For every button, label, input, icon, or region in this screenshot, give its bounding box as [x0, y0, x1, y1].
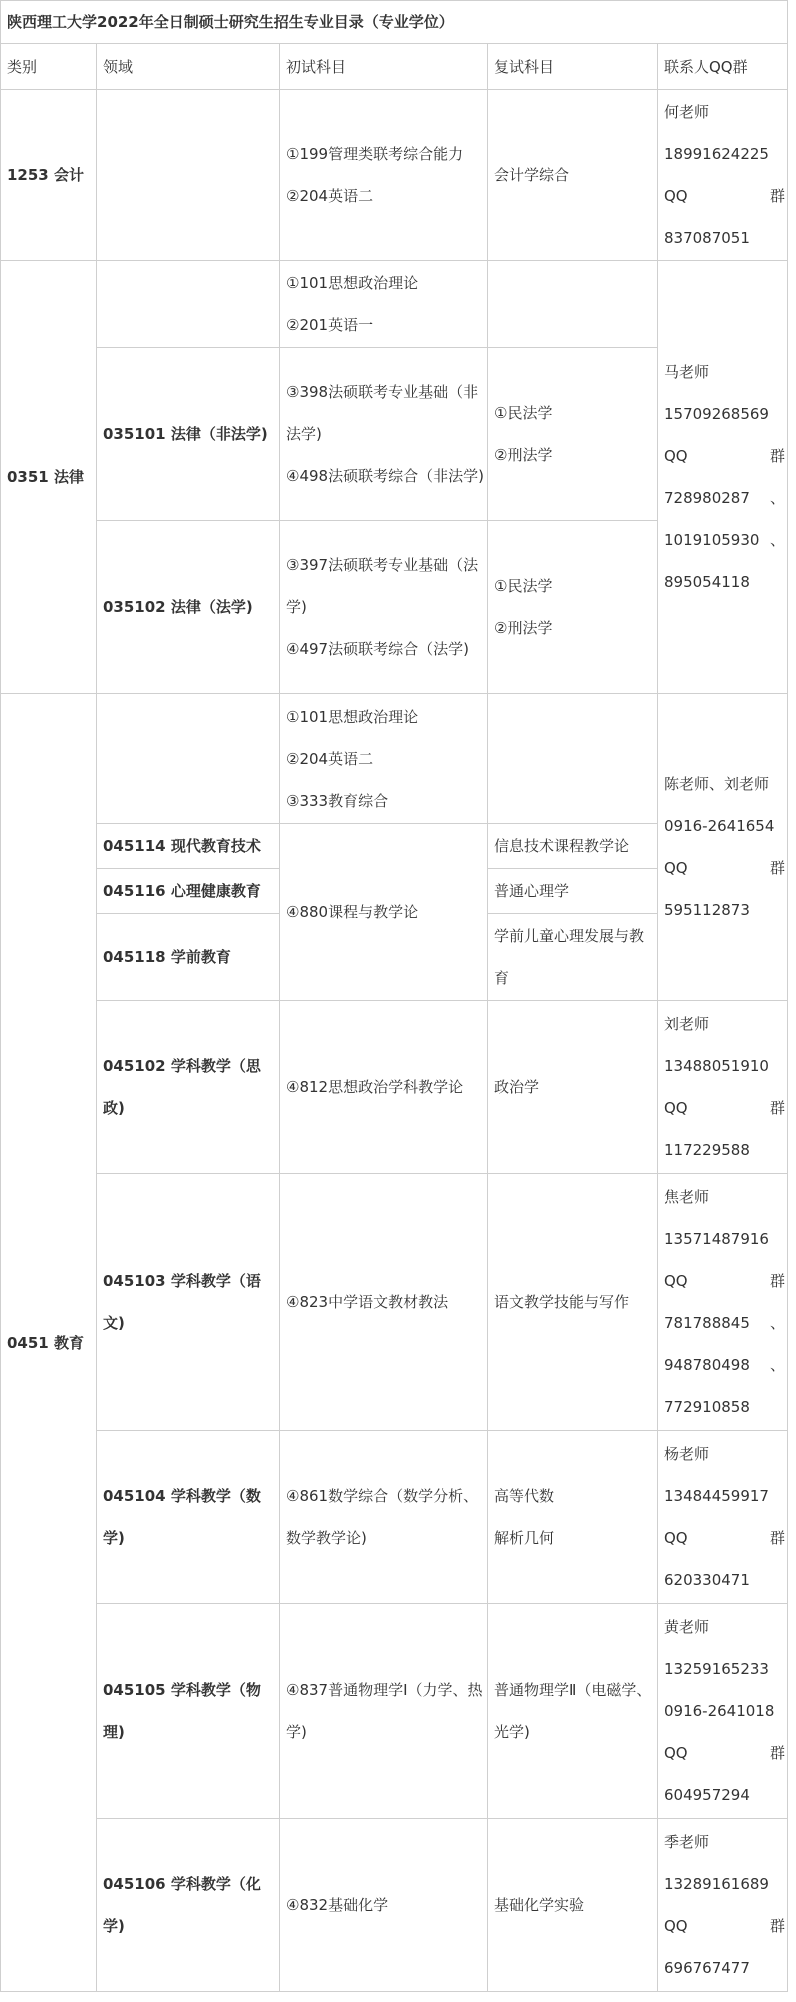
retest-cell-empty	[488, 694, 658, 824]
prelim-cell: ④832基础化学	[280, 1819, 488, 1992]
title-row	[1, 1, 788, 44]
prelim-cell: ③398法硕联考专业基础（非法学) ④498法硕联考综合（非法学)	[280, 348, 488, 521]
table-row-subject	[1, 1174, 788, 1431]
table-row-subject	[1, 1001, 788, 1174]
retest-cell: 学前儿童心理发展与教育	[488, 914, 658, 1001]
field-cell: 035102 法律（法学)	[97, 521, 280, 694]
field-cell-empty	[97, 694, 280, 824]
retest-cell: ①民法学 ②刑法学	[488, 521, 658, 694]
prelim-cell: ④880课程与教学论	[280, 824, 488, 1001]
header-field: 领域	[97, 44, 280, 90]
prelim-cell: ③397法硕联考专业基础（法学) ④497法硕联考综合（法学)	[280, 521, 488, 694]
retest-cell: 普通心理学	[488, 869, 658, 914]
prelim-cell: ④823中学语文教材教法	[280, 1174, 488, 1431]
retest-cell: 会计学综合	[488, 90, 658, 261]
contact-cell: 陈老师、刘老师 0916-2641654 QQ 群 595112873	[658, 694, 788, 1001]
retest-cell: 基础化学实验	[488, 1819, 658, 1992]
prelim-cell: ④861数学综合（数学分析、数学教学论)	[280, 1431, 488, 1604]
field-cell: 045106 学科教学（化学)	[97, 1819, 280, 1992]
prelim-cell: ①101思想政治理论 ②201英语一	[280, 261, 488, 348]
header-prelim: 初试科目	[280, 44, 488, 90]
contact-cell: 何老师 18991624225 QQ 群 837087051	[658, 90, 788, 261]
retest-cell: 信息技术课程教学论	[488, 824, 658, 869]
retest-cell: 高等代数 解析几何	[488, 1431, 658, 1604]
header-contact: 联系人QQ群	[658, 44, 788, 90]
contact-cell: 黄老师 13259165233 0916-2641018 QQ 群 604957294	[658, 1604, 788, 1819]
field-cell: 045116 心理健康教育	[97, 869, 280, 914]
retest-cell: ①民法学 ②刑法学	[488, 348, 658, 521]
contact-cell: 焦老师 13571487916 QQ 群 781788845 、 948780498 、 772910858	[658, 1174, 788, 1431]
header-category: 类别	[1, 44, 97, 90]
field-cell-empty	[97, 261, 280, 348]
field-cell: 045103 学科教学（语文)	[97, 1174, 280, 1431]
retest-cell-empty	[488, 261, 658, 348]
field-cell: 035101 法律（非法学)	[97, 348, 280, 521]
contact-cell: 季老师 13289161689 QQ 群 696767477	[658, 1819, 788, 1992]
category-cell: 1253 会计	[1, 90, 97, 261]
retest-cell: 语文教学技能与写作	[488, 1174, 658, 1431]
contact-cell: 杨老师 13484459917 QQ 群 620330471	[658, 1431, 788, 1604]
contact-cell: 刘老师 13488051910 QQ 群 117229588	[658, 1001, 788, 1174]
contact-cell: 马老师 15709268569 QQ 群 728980287 、 1019105930 、 895054118	[658, 261, 788, 694]
table-row-subject	[1, 1819, 788, 1992]
category-cell: 0451 教育	[1, 694, 97, 1992]
table-row-falv-common	[1, 261, 788, 348]
retest-cell: 普通物理学Ⅱ（电磁学、光学)	[488, 1604, 658, 1819]
header-row	[1, 44, 788, 90]
field-cell-empty	[97, 90, 280, 261]
table-row-subject	[1, 1431, 788, 1604]
prelim-cell: ④812思想政治学科教学论	[280, 1001, 488, 1174]
prelim-cell: ④837普通物理学Ⅰ（力学、热学)	[280, 1604, 488, 1819]
header-retest: 复试科目	[488, 44, 658, 90]
table-row-jiaoyu-common	[1, 694, 788, 824]
table-row-subject	[1, 1604, 788, 1819]
prelim-cell: ①199管理类联考综合能力 ②204英语二	[280, 90, 488, 261]
table-title: 陕西理工大学2022年全日制硕士研究生招生专业目录（专业学位）	[1, 1, 788, 44]
category-cell: 0351 法律	[1, 261, 97, 694]
field-cell: 045105 学科教学（物理)	[97, 1604, 280, 1819]
prelim-cell: ①101思想政治理论 ②204英语二 ③333教育综合	[280, 694, 488, 824]
field-cell: 045102 学科教学（思政)	[97, 1001, 280, 1174]
table-row-kuaiji	[1, 90, 788, 261]
field-cell: 045104 学科教学（数学)	[97, 1431, 280, 1604]
field-cell: 045118 学前教育	[97, 914, 280, 1001]
field-cell: 045114 现代教育技术	[97, 824, 280, 869]
retest-cell: 政治学	[488, 1001, 658, 1174]
